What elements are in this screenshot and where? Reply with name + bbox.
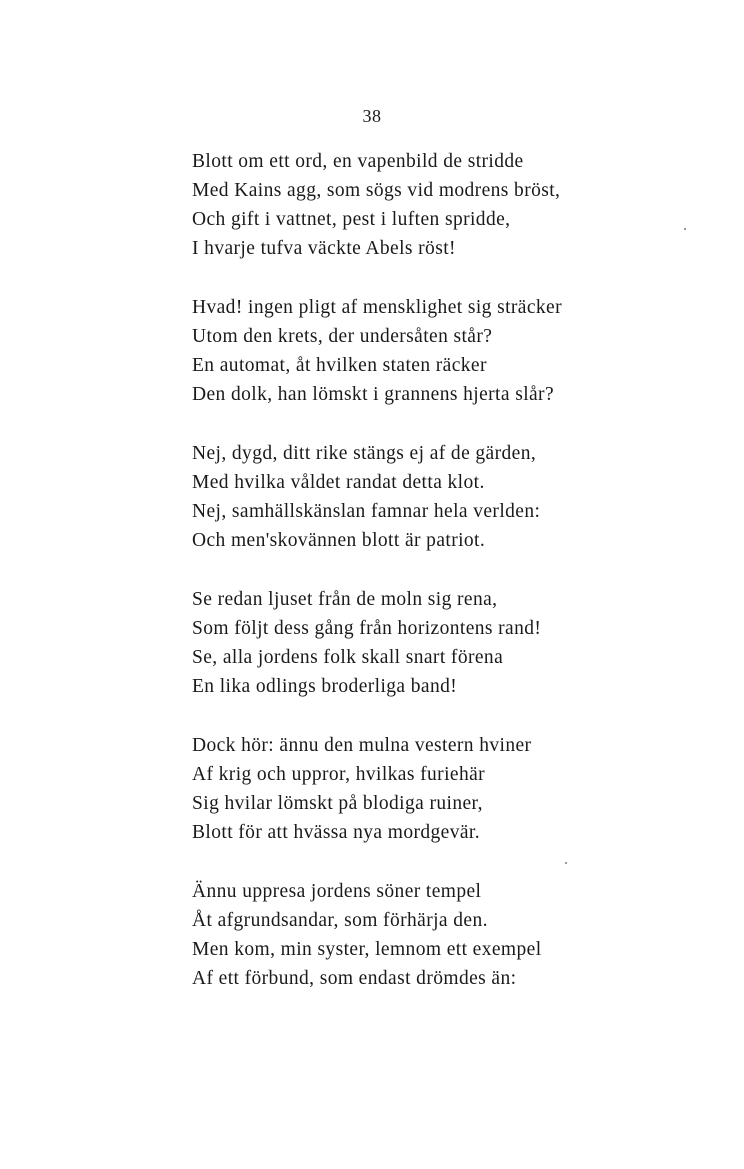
poem-line: Med Kains agg, som sögs vid modrens bröst, [192,180,561,201]
page-number: 38 [362,106,382,126]
poem-line: Ännu uppresa jordens söner tempel [192,881,482,902]
poem-line: En automat, åt hvilken staten räcker [192,355,487,376]
poem-line: Hvad! ingen pligt af mensklighet sig sträcker [192,297,562,318]
poem-line: Dock hör: ännu den mulna vestern hviner [192,735,532,756]
stanza-2 [192,293,612,439]
poem-line: Nej, dygd, ditt rike stängs ej af de gärden, [192,443,537,464]
stanza-4 [192,585,612,731]
poem-line: Åt afgrundsandar, som förhärja den. [192,910,488,931]
print-speck [565,862,567,864]
poem-line: Och gift i vattnet, pest i luften spridde, [192,209,511,230]
poem-line: Se redan ljuset från de moln sig rena, [192,589,498,610]
stanza-6 [192,877,612,1023]
poem-line: Men kom, min syster, lemnom ett exempel [192,939,542,960]
stanza-5 [192,731,612,877]
poem-line: Utom den krets, der undersåten står? [192,326,493,347]
poem-line: Som följt dess gång från horizontens rand! [192,618,542,639]
poem-line: Och men'skovännen blott är patriot. [192,530,486,551]
poem-line: En lika odlings broderliga band! [192,676,458,697]
poem-line: Blott om ett ord, en vapenbild de stridde [192,151,524,172]
poem-line: Den dolk, han lömskt i grannens hjerta slår? [192,384,555,405]
poem-line: Se, alla jordens folk skall snart förena [192,647,504,668]
poem-line: Af krig och uppror, hvilkas furiehär [192,764,486,785]
poem-line: I hvarje tufva väckte Abels röst! [192,238,456,259]
stanza-3 [192,439,612,585]
print-speck [684,228,686,230]
poem [192,147,612,1023]
poem-line: Med hvilka våldet randat detta klot. [192,472,485,493]
poem-line: Nej, samhällskänslan famnar hela verlden: [192,501,541,522]
poem-line: Sig hvilar lömskt på blodiga ruiner, [192,793,483,814]
poem-line: Af ett förbund, som endast drömdes än: [192,968,517,989]
poem-line: Blott för att hvässa nya mordgevär. [192,822,481,843]
stanza-1 [192,147,612,293]
